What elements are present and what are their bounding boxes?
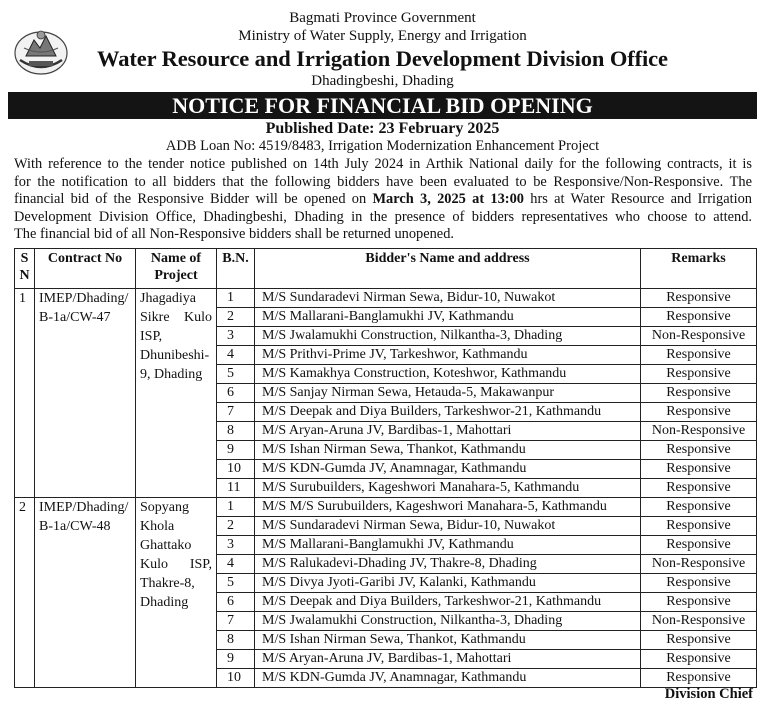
bidder-number: 6 (217, 593, 255, 612)
bidder-name: M/S Ishan Nirman Sewa, Thankot, Kathmandu (255, 631, 641, 650)
bidder-remark: Non-Responsive (641, 555, 757, 574)
bidder-name: M/S Mallarani-Banglamukhi JV, Kathmandu (255, 308, 641, 327)
paragraph-line: for the notification to all bidders that the following bidders have been evaluated to be Responsive/Non-Responsive. The (14, 173, 752, 190)
paragraph-line (14, 191, 752, 209)
bidder-number: 1 (217, 498, 255, 517)
bidder-remark: Responsive (641, 574, 757, 593)
bidder-name: M/S Divya Jyoti-Garibi JV, Kalanki, Kathmandu (255, 574, 641, 593)
bidder-evaluation-table (14, 248, 757, 688)
bidder-name: M/S Ralukadevi-Dhading JV, Thakre-8, Dhading (255, 555, 641, 574)
bidder-remark: Non-Responsive (641, 612, 757, 631)
bidder-remark: Responsive (641, 441, 757, 460)
table-row (15, 498, 757, 517)
notice-title-banner: NOTICE FOR FINANCIAL BID OPENING (8, 92, 757, 119)
header-project: Name of Project (136, 249, 217, 289)
bidder-number: 3 (217, 327, 255, 346)
bidder-name: M/S Aryan-Aruna JV, Bardibas-1, Mahottari (255, 422, 641, 441)
bidder-number: 10 (217, 669, 255, 688)
bidder-remark: Responsive (641, 346, 757, 365)
bidder-remark: Responsive (641, 593, 757, 612)
bidder-name: M/S Ishan Nirman Sewa, Thankot, Kathmandu (255, 441, 641, 460)
bidder-remark: Responsive (641, 650, 757, 669)
paragraph-line: Development Division Office, Dhadingbeshi, Dhading in the presence of bidders representatives who choose to attend. (14, 208, 752, 225)
bidder-remark: Responsive (641, 669, 757, 688)
header-bn: B.N. (217, 249, 255, 289)
header-contract-no: Contract No (35, 249, 136, 289)
bidder-number: 11 (217, 479, 255, 498)
bidder-number: 8 (217, 631, 255, 650)
bidder-number: 7 (217, 612, 255, 631)
bidder-remark: Responsive (641, 384, 757, 403)
bidder-name: M/S Sundaradevi Nirman Sewa, Bidur-10, Nuwakot (255, 517, 641, 536)
bidder-number: 3 (217, 536, 255, 555)
bidder-number: 2 (217, 308, 255, 327)
signature: Division Chief (664, 686, 753, 702)
bidder-name: M/S Sundaradevi Nirman Sewa, Bidur-10, Nuwakot (255, 289, 641, 308)
bidder-remark: Responsive (641, 517, 757, 536)
bidder-number: 10 (217, 460, 255, 479)
project-name: Sopyang Khola Ghattako Kulo ISP, Thakre-8, Dhading (136, 498, 217, 688)
bidder-remark: Responsive (641, 403, 757, 422)
paragraph-text: financial bid of the Responsive Bidder will be opened on (14, 191, 373, 208)
bidder-name: M/S Sanjay Nirman Sewa, Hetauda-5, Makawanpur (255, 384, 641, 403)
bidder-number: 1 (217, 289, 255, 308)
bidder-name: M/S KDN-Gumda JV, Anamnagar, Kathmandu (255, 460, 641, 479)
bidder-remark: Responsive (641, 289, 757, 308)
contract-number: IMEP/Dhading/B-1a/CW-47 (35, 289, 136, 498)
bidder-number: 9 (217, 650, 255, 669)
bidder-name: M/S Deepak and Diya Builders, Tarkeshwor-21, Kathmandu (255, 403, 641, 422)
bidder-number: 5 (217, 365, 255, 384)
bidder-number: 5 (217, 574, 255, 593)
table-header-row (15, 249, 757, 289)
contract-sn: 2 (15, 498, 35, 688)
bidder-name: M/S Prithvi-Prime JV, Tarkeshwor, Kathmandu (255, 346, 641, 365)
bidder-remark: Responsive (641, 631, 757, 650)
bidder-name: M/S M/S Surubuilders, Kageshwori Manahara-5, Kathmandu (255, 498, 641, 517)
loan-info: ADB Loan No: 4519/8483, Irrigation Modernization Enhancement Project (165, 138, 600, 154)
bidder-number: 8 (217, 422, 255, 441)
table-body (15, 289, 757, 688)
notice-paragraph (14, 156, 752, 244)
office-title: Water Resource and Irrigation Development Division Office (97, 46, 668, 71)
bidder-remark: Responsive (641, 498, 757, 517)
bidder-name: M/S Aryan-Aruna JV, Bardibas-1, Mahottari (255, 650, 641, 669)
bidder-name: M/S Jwalamukhi Construction, Nilkantha-3, Dhading (255, 612, 641, 631)
bidder-remark: Responsive (641, 308, 757, 327)
table-row (15, 289, 757, 308)
bidder-number: 9 (217, 441, 255, 460)
bidder-name: M/S Kamakhya Construction, Koteshwor, Kathmandu (255, 365, 641, 384)
bidder-remark: Responsive (641, 460, 757, 479)
bidder-name: M/S Surubuilders, Kageshwori Manahara-5, Kathmandu (255, 479, 641, 498)
office-location: Dhadingbeshi, Dhading (311, 73, 454, 89)
bidder-number: 7 (217, 403, 255, 422)
bidder-remark: Non-Responsive (641, 422, 757, 441)
bidder-name: M/S KDN-Gumda JV, Anamnagar, Kathmandu (255, 669, 641, 688)
header-remarks: Remarks (641, 249, 757, 289)
bidder-name: M/S Jwalamukhi Construction, Nilkantha-3, Dhading (255, 327, 641, 346)
header-bidder: Bidder's Name and address (255, 249, 641, 289)
bidder-remark: Responsive (641, 536, 757, 555)
bidder-name: M/S Deepak and Diya Builders, Tarkeshwor-21, Kathmandu (255, 593, 641, 612)
ministry-line: Ministry of Water Supply, Energy and Irrigation (238, 28, 527, 44)
contract-number: IMEP/Dhading/B-1a/CW-48 (35, 498, 136, 688)
published-date: Published Date: 23 February 2025 (265, 120, 500, 137)
bidder-number: 4 (217, 346, 255, 365)
bidder-remark: Responsive (641, 479, 757, 498)
opening-datetime: March 3, 2025 at 13:00 (372, 191, 524, 208)
bidder-name: M/S Mallarani-Banglamukhi JV, Kathmandu (255, 536, 641, 555)
bidder-remark: Non-Responsive (641, 327, 757, 346)
paragraph-line: With reference to the tender notice published on 14th July 2024 in Arthik National daily for the following contracts, it is (14, 156, 752, 172)
paragraph-line: The financial bid of all Non-Responsive bidders shall be returned unopened. (14, 226, 454, 243)
contract-sn: 1 (15, 289, 35, 498)
bidder-number: 6 (217, 384, 255, 403)
bidder-remark: Responsive (641, 365, 757, 384)
paragraph-text: hrs at Water Resource and Irrigation (523, 191, 752, 208)
project-name: Jhagadiya Sikre Kulo ISP, Dhunibeshi-9, Dhading (136, 289, 217, 498)
header-sn: S N (15, 249, 35, 289)
province-line: Bagmati Province Government (289, 10, 476, 26)
bidder-number: 2 (217, 517, 255, 536)
bidder-number: 4 (217, 555, 255, 574)
